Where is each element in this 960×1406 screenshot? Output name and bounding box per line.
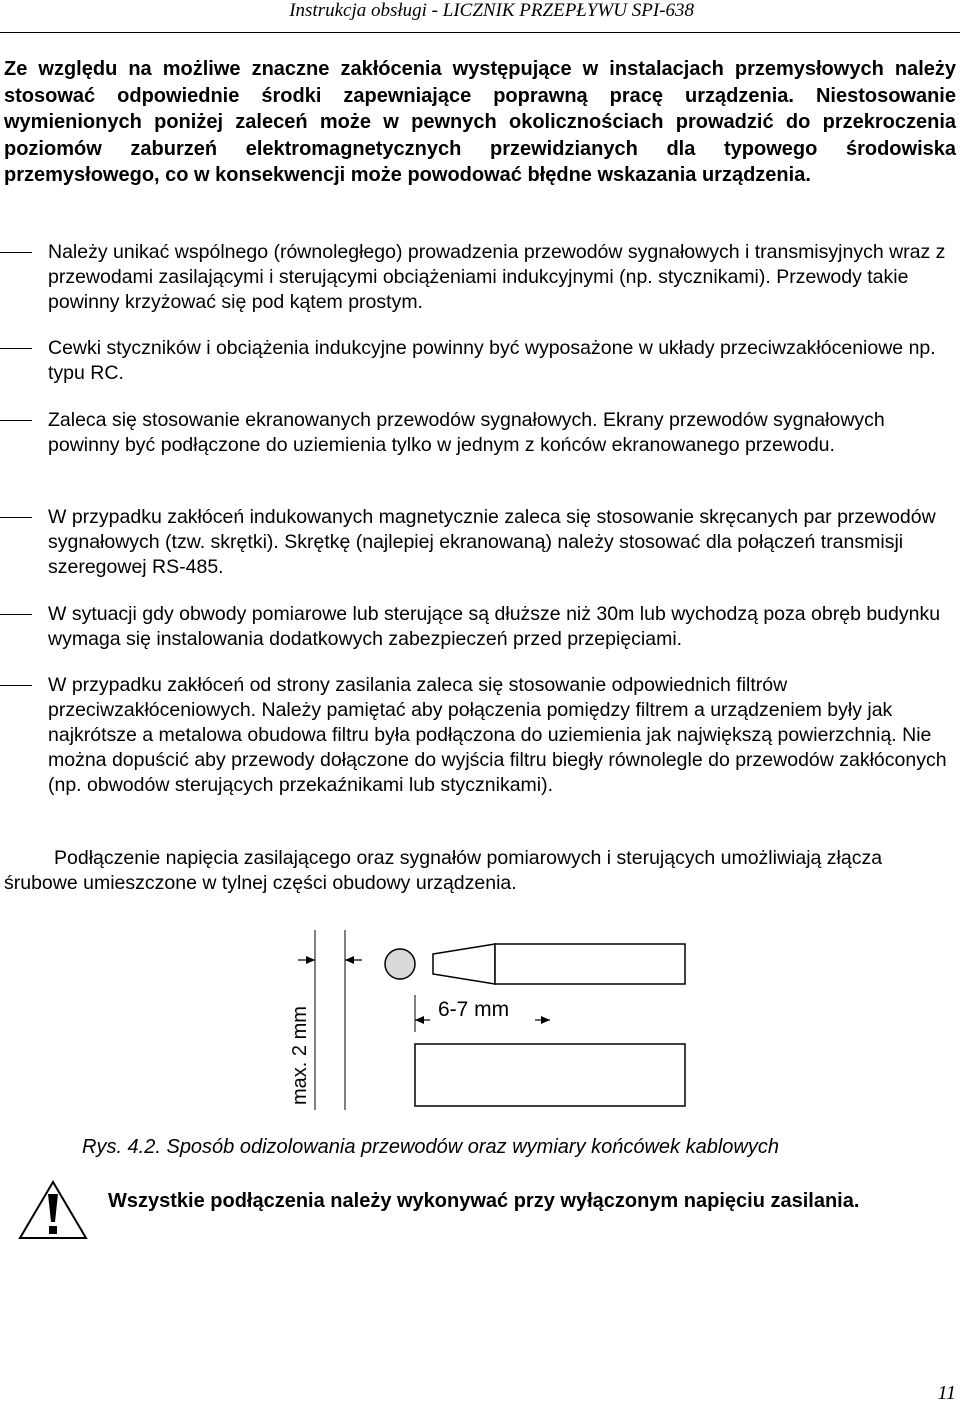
dash-icon	[0, 420, 32, 421]
arrow-icon	[345, 956, 354, 964]
bullet-text: W przypadku zakłóceń indukowanych magnetycznie zaleca się stosowanie skręcanych par przewodów sygnałowych (tzw. skrętki). Skrętkę (najlepiej ekranowaną) należy stosować dla połączeń transmisji szeregowej RS-485.	[48, 506, 936, 578]
bullet-text: W przypadku zakłóceń od strony zasilania zaleca się stosowanie odpowiednich filtrów przeciwzakłóceniowych. Należy pamiętać aby połączenia pomiędzy filtrem a urządzeniem były jak najkrótsze a metalowa obudowa filtru była podłączona do uziemienia jak największą powierzchnią. Nie można dopuścić aby przewody dołączone do wyjścia filtru biegły równolegle do przewodów zakłóconych (np. obwodów sterujących przekaźnikami lub stycznikami).	[48, 674, 947, 796]
closing-text: Podłączenie napięcia zasilającego oraz sygnałów pomiarowych i sterujących umożliwiają złącza śrubowe umieszczone w tylnej części obudowy urządzenia.	[4, 847, 883, 894]
bullet-text: Zaleca się stosowanie ekranowanych przewodów sygnałowych. Ekrany przewodów sygnałowych powinny być podłączone do uziemienia tylko w jednym z końców ekranowanego przewodu.	[48, 409, 885, 456]
bullet-item	[0, 336, 955, 386]
bullet-text: Należy unikać wspólnego (równoległego) prowadzenia przewodów sygnałowych i transmisyjnych wraz z przewodami zasilającymi i sterującymi obciążeniami indukcyjnymi (np. stycznikami). Przewody takie powinny krzyżować się pod kątem prostym.	[48, 241, 946, 313]
length-label: 6-7 mm	[438, 998, 510, 1021]
bullet-item	[0, 602, 955, 652]
closing-paragraph	[4, 846, 960, 896]
wire-cross-section	[385, 949, 415, 979]
figure-caption: Rys. 4.2. Sposób odizolowania przewodów oraz wymiary końcówek kablowych	[82, 1136, 779, 1158]
bullet-item	[0, 673, 955, 798]
dash-icon	[0, 614, 32, 615]
dash-icon	[0, 517, 32, 518]
intro-paragraph: Ze względu na możliwe znaczne zakłócenia występujące w instalacjach przemysłowych należy stosować odpowiednie środki zapewniające poprawną pracę urządzenia. Niestosowanie wymienionych poniżej zaleceń może w pewnych okolicznościach prowadzić do przekroczenia poziomów zaburzeń elektromagnetycznych przewidzianych dla typowego środowiska przemysłowego, co w konsekwencji może powodować błędne wskazania urządzenia.	[4, 58, 956, 186]
arrow-icon	[541, 1016, 550, 1024]
ferrule-tube	[495, 944, 685, 984]
page-header	[0, 0, 960, 33]
dash-icon	[0, 348, 32, 349]
dash-icon	[0, 252, 32, 253]
warning-text: Wszystkie podłączenia należy wykonywać przy wyłączonym napięciu zasilania.	[108, 1190, 860, 1212]
header-title: Instrukcja obsługi - LICZNIK PRZEPŁYWU SPI-638	[289, 0, 694, 21]
cable-stripping-diagram	[270, 920, 690, 1120]
ferrule-cone	[433, 944, 495, 984]
bullet-item	[0, 240, 955, 315]
dash-icon	[0, 685, 32, 686]
exclamation-icon	[18, 1180, 88, 1240]
bullet-item	[0, 408, 955, 458]
insulated-wire	[415, 1044, 685, 1106]
arrow-icon	[306, 956, 315, 964]
bullet-text: Cewki styczników i obciążenia indukcyjne powinny być wyposażone w układy przeciwzakłóceniowe np. typu RC.	[48, 337, 936, 384]
page-number: 11	[937, 1382, 956, 1404]
bullet-text: W sytuacji gdy obwody pomiarowe lub sterujące są dłuższe niż 30m lub wychodzą poza obręb budynku wymaga się instalowania dodatkowych zabezpieczeń przed przepięciami.	[48, 603, 941, 650]
arrow-icon	[415, 1016, 424, 1024]
max-thickness-label: max. 2 mm	[289, 1006, 311, 1105]
bullet-item	[0, 505, 955, 580]
